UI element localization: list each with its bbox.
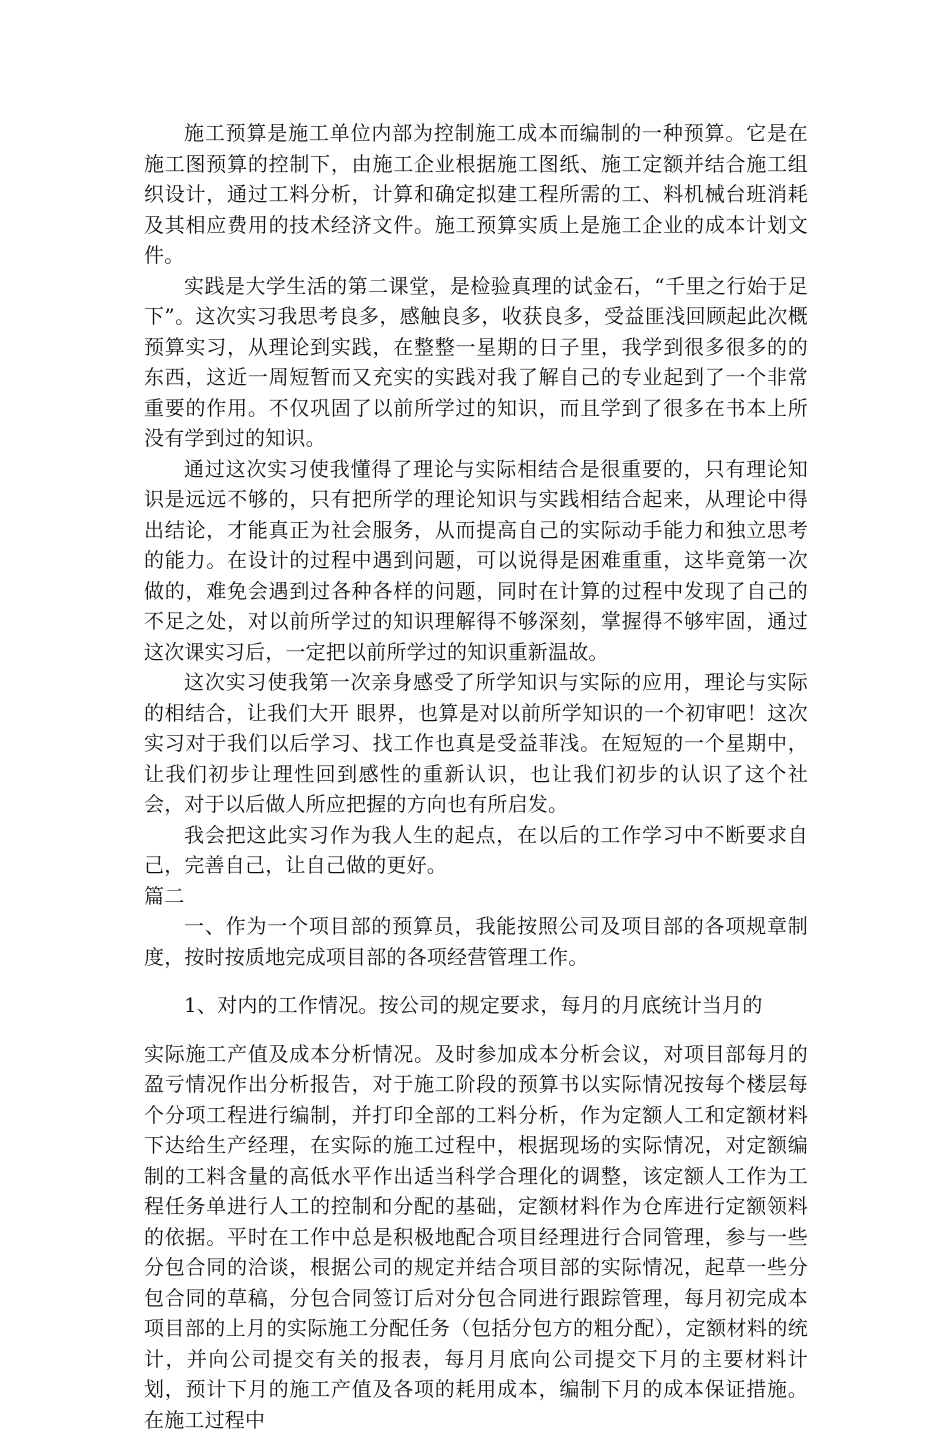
paragraph-internal-work-heading: 1、对内的工作情况。按公司的规定要求，每月的月底统计当月的 <box>144 990 808 1021</box>
paragraph-budget-officer: 一、作为一个项目部的预算员，我能按照公司及项目部的各项规章制度，按时按质地完成项目部的各项经营管理工作。 <box>144 911 808 972</box>
document-page <box>144 118 808 1435</box>
paragraph-practice: 实践是大学生活的第二课堂，是检验真理的试金石，“千里之行始于足下”。这次实习我思考良多，感触良多，收获良多，受益匪浅回顾起此次概预算实习，从理论到实践，在整整一星期的日子里，我学到很多很多的的东西，这近一周短暂而又充实的实践对我了解自己的专业起到了一个非常重要的作用。不仅巩固了以前所学过的知识，而且学到了很多在书本上所没有学到过的知识。 <box>144 271 808 454</box>
section-heading: 篇二 <box>144 881 808 912</box>
paragraph-internal-work-details: 实际施工产值及成本分析情况。及时参加成本分析会议，对项目部每月的盈亏情况作出分析报告，对于施工阶段的预算书以实际情况按每个楼层每个分项工程进行编制，并打印全部的工料分析，作为定额人工和定额材料下达给生产经理，在实际的施工过程中，根据现场的实际情况，对定额编制的工料含量的高低水平作出适当科学合理化的调整，该定额人工作为工程任务单进行人工的控制和分配的基础，定额材料作为仓库进行定额领料的依据。平时在工作中总是积极地配合项目经理进行合同管理，参与一些分包合同的洽谈，根据公司的规定并结合项目部的实际情况，起草一些分包合同的草稿，分包合同签订后对分包合同进行跟踪管理，每月初完成本项目部的上月的实际施工分配任务（包括分包方的粗分配），定额材料的统计，并向公司提交有关的报表，每月月底向公司提交下月的主要材料计划，预计下月的施工产值及各项的耗用成本，编制下月的成本保证措施。在施工过程中 <box>144 1039 808 1435</box>
paragraph-theory-practice: 通过这次实习使我懂得了理论与实际相结合是很重要的，只有理论知识是远远不够的，只有把所学的理论知识与实践相结合起来，从理论中得出结论，才能真正为社会服务，从而提高自己的实际动手能力和独立思考的能力。在设计的过程中遇到问题，可以说得是困难重重，这毕竟第一次做的，难免会遇到过各种各样的问题，同时在计算的过程中发现了自己的不足之处，对以前所学过的知识理解得不够深刻，掌握得不够牢固，通过这次课实习后，一定把以前所学过的知识重新温故。 <box>144 454 808 668</box>
paragraph-starting-point: 我会把这此实习作为我人生的起点，在以后的工作学习中不断要求自己，完善自己，让自己做的更好。 <box>144 820 808 881</box>
paragraph-first-experience: 这次实习使我第一次亲身感受了所学知识与实际的应用，理论与实际的相结合，让我们大开 眼界，也算是对以前所学知识的一个初审吧！这次实习对于我们以后学习、找工作也真是受益菲浅。在短短的一个星期中，让我们初步让理性回到感性的重新认识，也让我们初步的认识了这个社会，对于以后做人所应把握的方向也有所启发。 <box>144 667 808 820</box>
paragraph-construction-budget: 施工预算是施工单位内部为控制施工成本而编制的一种预算。它是在施工图预算的控制下，由施工企业根据施工图纸、施工定额并结合施工组织设计，通过工料分析，计算和确定拟建工程所需的工、料机械台班消耗及其相应费用的技术经济文件。施工预算实质上是施工企业的成本计划文件。 <box>144 118 808 271</box>
